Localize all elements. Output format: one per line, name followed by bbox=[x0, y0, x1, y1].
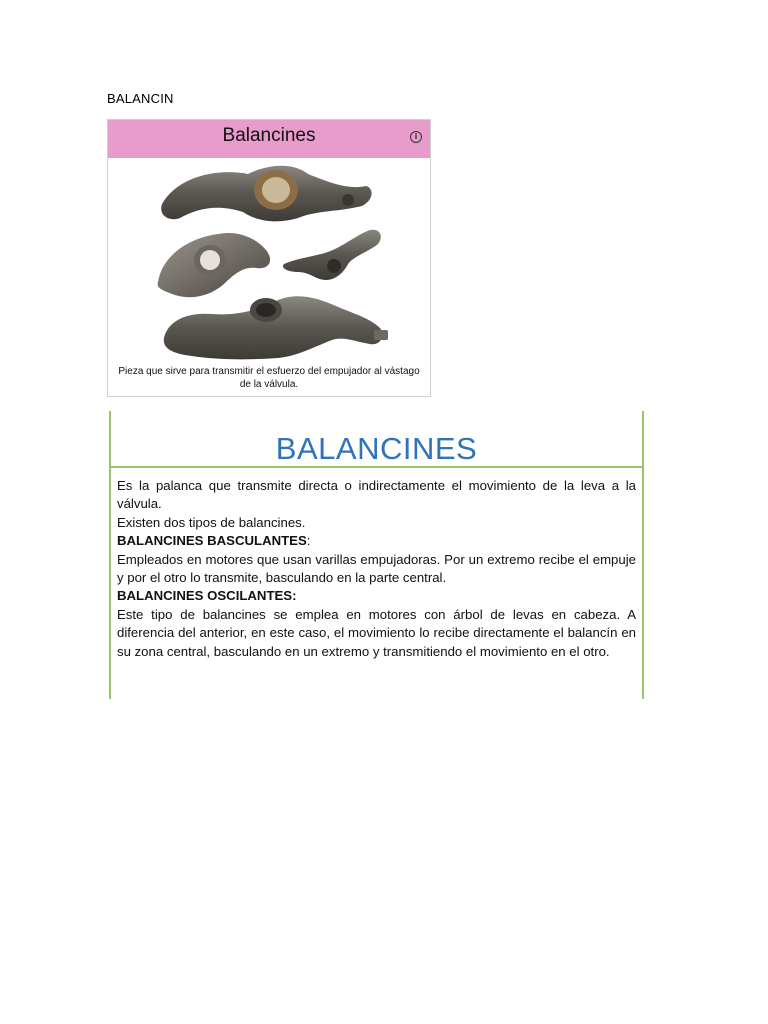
balancines-figure-card bbox=[107, 119, 431, 397]
card-header bbox=[108, 120, 430, 158]
basculantes-colon: : bbox=[306, 533, 311, 549]
box-title: BALANCINES bbox=[275, 431, 478, 466]
balancines-info-box bbox=[109, 411, 644, 699]
card-caption bbox=[114, 365, 424, 391]
caption-line-1: Pieza que sirve para transmitir el esfuerzo del empujador al vástago bbox=[118, 366, 420, 377]
intro-text: Es la palanca que transmite directa o indirectamente el movimiento de la leva a la válvula. bbox=[117, 478, 636, 512]
box-border-left bbox=[109, 468, 111, 699]
rocker-arms-photo bbox=[148, 160, 398, 360]
info-icon[interactable]: i bbox=[410, 131, 422, 143]
card-title: Balancines bbox=[222, 125, 316, 146]
oscilantes-title: BALANCINES OSCILANTES: bbox=[117, 588, 297, 604]
oscilantes-text: Este tipo de balancines se emplea en motores con árbol de levas en cabeza. A diferencia del anterior, en este caso, el movimiento lo recibe directamente el balancín en su zona central, basculando en un extremo y transmitiendo el movimiento en el otro. bbox=[117, 606, 636, 659]
basculantes-heading bbox=[117, 532, 636, 550]
page-heading: BALANCIN bbox=[107, 91, 174, 106]
basculantes-text: Empleados en motores que usan varillas empujadoras. Por un extremo recibe el empuje y por el otro lo transmite, basculando en la parte central. bbox=[117, 551, 636, 586]
box-border-right bbox=[642, 468, 644, 699]
caption-line-2: de la válvula. bbox=[239, 379, 299, 390]
types-text: Existen dos tipos de balancines. bbox=[117, 514, 306, 530]
basculantes-title: BALANCINES BASCULANTES bbox=[117, 533, 307, 549]
box-body bbox=[117, 477, 636, 661]
